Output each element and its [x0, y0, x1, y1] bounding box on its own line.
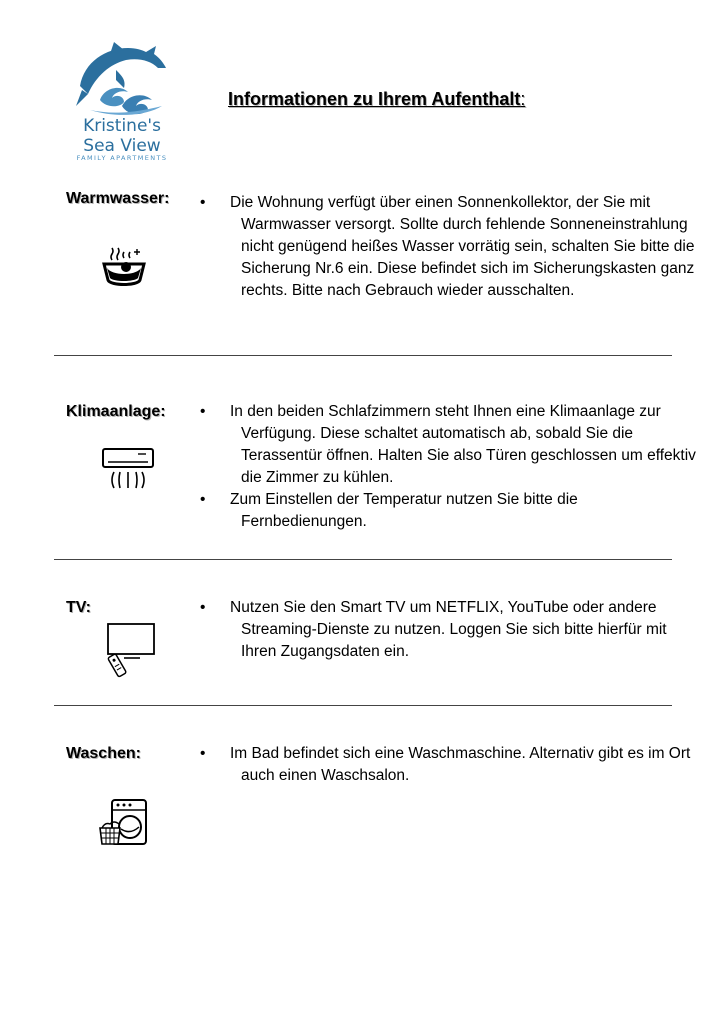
logo-subtitle: FAMILY APARTMENTS	[76, 154, 168, 162]
tv-remote-icon	[104, 620, 160, 678]
logo	[66, 40, 178, 170]
section-bullets-tv	[200, 597, 700, 663]
washing-machine-icon	[98, 798, 150, 848]
dolphin-wave-logo-icon	[66, 40, 178, 116]
page-title: Informationen zu Ihrem Aufenthalt:	[228, 89, 526, 109]
hot-water-bowl-icon	[98, 246, 150, 292]
divider	[54, 705, 672, 706]
list-item: • In den beiden Schlafzimmern steht Ihnen eine Klimaanlage zur Verfügung. Diese schaltet automatisch ab, sobald Sie die Terassentür öffnen. Halten Sie also Türen geschlossen um effektiv die Zimmer zu kühlen.	[200, 401, 700, 489]
list-item: • Die Wohnung verfügt über einen Sonnenkollektor, der Sie mit Warmwasser versorgt. Sollte durch fehlende Sonneneinstrahlung nicht genügend heißes Wasser vorrätig sein, schalten Sie bitte die Sicherung Nr.6 ein. Diese befindet sich im Sicherungskasten ganz rechts. Bitte nach Gebrauch wieder ausschalten.	[200, 192, 700, 302]
divider	[54, 559, 672, 560]
section-label-klimaanlage: Klimaanlage:	[66, 403, 166, 420]
logo-name: Kristine's Sea View	[83, 116, 161, 156]
section-label-tv: TV:	[66, 599, 91, 616]
section-label-waschen: Waschen:	[66, 745, 141, 762]
section-bullets-klimaanlage	[200, 401, 700, 533]
section-bullets-warmwasser	[200, 192, 700, 302]
air-conditioner-icon	[100, 446, 156, 492]
list-item: • Im Bad befindet sich eine Waschmaschine. Alternativ gibt es im Ort auch einen Waschsalon.	[200, 743, 700, 787]
section-bullets-waschen	[200, 743, 700, 787]
list-item: • Zum Einstellen der Temperatur nutzen Sie bitte die Fernbedienungen.	[200, 489, 700, 533]
divider	[54, 355, 672, 356]
section-label-warmwasser: Warmwasser:	[66, 190, 170, 207]
list-item: • Nutzen Sie den Smart TV um NETFLIX, YouTube oder andere Streaming-Dienste zu nutzen. Loggen Sie sich bitte hierfür mit Ihren Zugangsdaten ein.	[200, 597, 700, 663]
